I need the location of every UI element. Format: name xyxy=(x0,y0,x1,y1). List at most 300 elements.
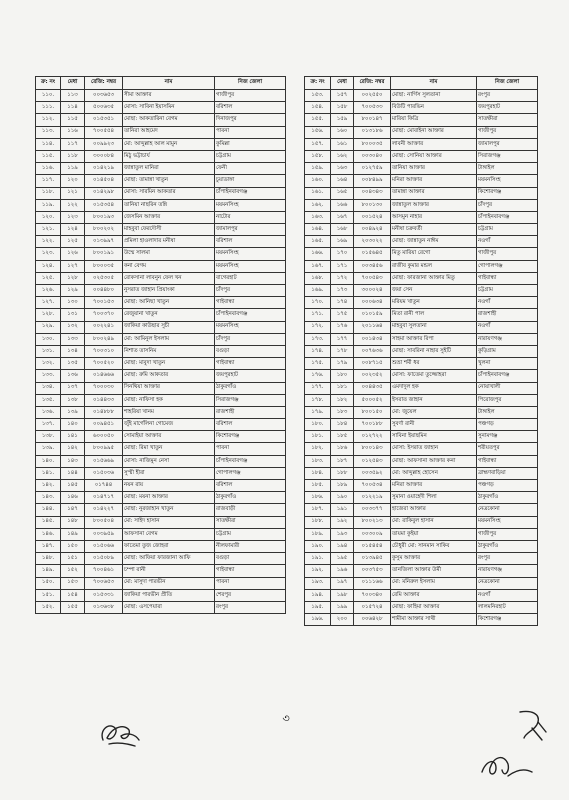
table-row xyxy=(36,419,286,431)
reg-no-cell: ৮০০১৩০ xyxy=(354,199,391,211)
serial-cell: ১৮১. xyxy=(305,431,331,443)
table-row xyxy=(305,382,538,394)
name-cell: সাহমা আক্তার রিপা xyxy=(391,333,477,345)
serial-cell: ১৮০. xyxy=(305,419,331,431)
merit-cell: ১৪৯ xyxy=(61,528,85,540)
serial-cell: ১৪০. xyxy=(36,455,61,467)
name-cell: তানিরা আহমেদ xyxy=(123,126,215,138)
name-cell: মো: সাইদ হাসান xyxy=(123,516,215,528)
reg-no-cell: ০০৩৩৭৭ xyxy=(354,504,391,516)
table-row xyxy=(36,114,286,126)
table-row xyxy=(36,102,286,114)
merit-cell: ১৩০ xyxy=(61,297,85,309)
header-merit: মেধা xyxy=(331,77,354,90)
serial-cell: ১২৮. xyxy=(36,309,61,321)
serial-cell: ১৭৯. xyxy=(305,406,331,418)
district-cell: নীলফামারী xyxy=(215,540,286,552)
reg-no-cell: ৮০০২০২ xyxy=(85,224,123,236)
merit-cell: ১৭০ xyxy=(331,248,354,260)
district-cell: চাঁপাইনবাবগঞ্জ xyxy=(215,309,286,321)
district-cell: দিনাজপুর xyxy=(215,114,286,126)
table-row xyxy=(305,163,538,175)
header-reg-no: রেজি: নম্বর xyxy=(354,77,391,90)
merit-cell: ২০০ xyxy=(331,614,354,626)
district-cell: ময়মনসিংহ xyxy=(215,248,286,260)
serial-cell: ১৬৮. xyxy=(305,272,331,284)
name-cell: তামান্না আক্তার xyxy=(391,187,477,199)
table-row xyxy=(305,150,538,162)
table-row xyxy=(305,309,538,321)
reg-no-cell: ০১৪৫০৪ xyxy=(85,175,123,187)
table-row xyxy=(36,211,286,223)
name-cell: মোসা: সাবিনা ইয়াসমিন xyxy=(123,102,215,114)
table-row xyxy=(36,199,286,211)
table-row xyxy=(305,175,538,187)
serial-cell: ১৪৮. xyxy=(36,553,61,565)
table-row xyxy=(305,199,538,211)
serial-cell: ১৭২. xyxy=(305,321,331,333)
serial-cell: ১১০. xyxy=(36,90,61,102)
name-cell: সুমানা ওয়াহেদী শিলা xyxy=(391,492,477,504)
district-cell: গাইবান্ধা xyxy=(215,565,286,577)
serial-cell: ১২৯. xyxy=(36,321,61,333)
serial-cell: ১৬৬. xyxy=(305,248,331,260)
district-cell: রংপুর xyxy=(477,90,538,102)
header-serial: ক্র: নং xyxy=(305,77,331,90)
merit-cell: ১৯০ xyxy=(331,492,354,504)
name-cell: জান্নাতুল আক্তার xyxy=(391,199,477,211)
district-cell: গাইবান্ধা xyxy=(477,272,538,284)
left-merit-table xyxy=(35,76,286,614)
reg-no-cell: ৮০০১৪৩ xyxy=(354,443,391,455)
name-cell: মোছা: আফসানা আক্তার কনা xyxy=(391,455,477,467)
name-cell: শুভ্রা শর্মী ধর xyxy=(391,358,477,370)
reg-no-cell: ০১২৫৪৩ xyxy=(354,455,391,467)
serial-cell: ১১১. xyxy=(36,102,61,114)
table-row xyxy=(305,516,538,528)
name-cell: সাবিনা ইয়াছমিন xyxy=(391,431,477,443)
signature-mark-right xyxy=(512,704,552,744)
table-row xyxy=(36,467,286,479)
reg-no-cell: ০০১৪৩৪ xyxy=(354,333,391,345)
district-cell: চট্টগ্রাম xyxy=(215,528,286,540)
reg-no-cell: ৩০০০৮৪ xyxy=(85,150,123,162)
name-cell: মাহবুবা ফেরদৌসী xyxy=(123,224,215,236)
name-cell: মোছা: ফারজানা আক্তার মিতু xyxy=(391,272,477,284)
merit-cell: ১৮৬ xyxy=(331,443,354,455)
merit-cell: ১২১ xyxy=(61,187,85,199)
name-cell: মোছা: মোবাইনা আক্তার xyxy=(391,126,477,138)
district-cell: বরিশাল xyxy=(215,236,286,248)
name-cell: শামীমা আক্তার সাথী xyxy=(391,614,477,626)
district-cell: ব্রাহ্মণবাড়িয়া xyxy=(477,467,538,479)
table-row xyxy=(305,443,538,455)
merit-cell: ১৭৮ xyxy=(331,345,354,357)
table-header-row xyxy=(305,77,538,90)
table-row xyxy=(36,309,286,321)
table-row xyxy=(36,553,286,565)
serial-cell: ১৫৯. xyxy=(305,163,331,175)
table-header-row xyxy=(36,77,286,90)
name-cell: মোছা: নাফিসা হক xyxy=(123,394,215,406)
reg-no-cell: ০১৪৮৮৮ xyxy=(85,406,123,418)
table-row xyxy=(305,260,538,272)
reg-no-cell: ০০৩৭৫৩ xyxy=(354,565,391,577)
merit-cell: ১৬৭ xyxy=(331,211,354,223)
reg-no-cell: ০১৫০৮৯ xyxy=(85,553,123,565)
reg-no-cell: ০০৩৯৫৯ xyxy=(85,528,123,540)
district-cell: লালমনিরহাট xyxy=(477,601,538,613)
header-name: নাম xyxy=(123,77,215,90)
reg-no-cell: ০০৮৭১৫ xyxy=(354,358,391,370)
reg-no-cell: ৮০০৫০৪ xyxy=(85,516,123,528)
signature-left xyxy=(95,716,145,752)
reg-no-cell: ৮০০০৩৫ xyxy=(354,138,391,150)
serial-cell: ১৪১. xyxy=(36,467,61,479)
reg-no-cell: ০১৩১৮৬ xyxy=(354,126,391,138)
district-cell: ময়মনসিংহ xyxy=(477,516,538,528)
reg-no-cell: ৬০০০৫০ xyxy=(85,431,123,443)
name-cell: তানজিলা আক্তার উর্মী xyxy=(391,565,477,577)
name-cell: শাহরিয়া খানম xyxy=(123,406,215,418)
serial-cell: ১৭৭. xyxy=(305,382,331,394)
table-row xyxy=(305,577,538,589)
name-cell: লাবনী আক্তার xyxy=(391,138,477,150)
name-cell: সীমা আক্তার xyxy=(123,90,215,102)
district-cell: চাঁপাইনবাবগঞ্জ xyxy=(215,187,286,199)
reg-no-cell: ৮০০১৯১ xyxy=(85,248,123,260)
reg-no-cell: ৮০০১৪৭ xyxy=(354,114,391,126)
merit-cell: ১৭৯ xyxy=(331,358,354,370)
serial-cell: ১৬৪. xyxy=(305,224,331,236)
merit-cell: ১২৩ xyxy=(61,211,85,223)
district-cell: সাতক্ষীরা xyxy=(477,114,538,126)
serial-cell: ১৮৪. xyxy=(305,467,331,479)
table-row xyxy=(305,553,538,565)
table-row xyxy=(36,480,286,492)
district-cell: গোপালগঞ্জ xyxy=(477,260,538,272)
reg-no-cell: ৫০০৬৩৫ xyxy=(85,102,123,114)
serial-cell: ১৮৩. xyxy=(305,455,331,467)
name-cell: জান্নাতুল মানিরা xyxy=(123,163,215,175)
merit-cell: ১৬৮ xyxy=(331,224,354,236)
reg-no-cell: ২০৩০২২ xyxy=(354,236,391,248)
reg-no-cell: ০০৪৯২৪ xyxy=(354,224,391,236)
serial-cell: ১২১. xyxy=(36,224,61,236)
table-row xyxy=(36,333,286,345)
table-row xyxy=(36,443,286,455)
merit-cell: ১৩১ xyxy=(61,309,85,321)
serial-cell: ১৪৪. xyxy=(36,504,61,516)
header-name: নাম xyxy=(391,77,477,90)
table-row xyxy=(36,455,286,467)
serial-cell: ১৯৬. xyxy=(305,614,331,626)
reg-no-cell: ৭০০৩৭০ xyxy=(85,309,123,321)
district-cell: নেত্রকোনা xyxy=(477,577,538,589)
merit-cell: ১১৫ xyxy=(61,114,85,126)
district-cell: চুয়াডাঙ্গা xyxy=(215,175,286,187)
table-row xyxy=(305,126,538,138)
serial-cell: ১৯১. xyxy=(305,553,331,565)
name-cell: মোসা: নাজিমুন নেসা xyxy=(123,455,215,467)
table-row xyxy=(36,248,286,260)
merit-cell: ১২৫ xyxy=(61,236,85,248)
reg-no-cell: ০১৫৬৬৯ xyxy=(85,455,123,467)
merit-cell: ১৩৯ xyxy=(61,406,85,418)
name-cell: মোছা: নুরজাহান খাতুন xyxy=(123,504,215,516)
district-cell: সাতক্ষীরা xyxy=(215,516,286,528)
reg-no-cell: ০০৪৪৩৫ xyxy=(354,382,391,394)
table-row xyxy=(36,297,286,309)
district-cell: বাগেরহাট xyxy=(215,272,286,284)
name-cell: কনা বেগম xyxy=(123,260,215,272)
name-cell: মোছা: ময়না আক্তার xyxy=(123,492,215,504)
merit-cell: ১২৬ xyxy=(61,248,85,260)
district-cell: গাইবান্ধা xyxy=(215,358,286,370)
serial-cell: ১২৭. xyxy=(36,297,61,309)
district-cell: গাইবান্ধা xyxy=(215,297,286,309)
name-cell: প্রমিলা হাওলাদার মনীষা xyxy=(123,236,215,248)
page-number: ৩ xyxy=(280,711,292,726)
serial-cell: ১৩৬. xyxy=(36,406,61,418)
serial-cell: ১৬৭. xyxy=(305,260,331,272)
merit-cell: ১৪০ xyxy=(61,419,85,431)
merit-cell: ১৯১ xyxy=(331,504,354,516)
serial-cell: ১১৪. xyxy=(36,138,61,150)
table-row xyxy=(36,345,286,357)
merit-cell: ১১৮ xyxy=(61,150,85,162)
district-cell: নারায়ণগঞ্জ xyxy=(477,565,538,577)
name-cell: নয়ন রায় xyxy=(123,480,215,492)
merit-cell: ১৪৬ xyxy=(61,492,85,504)
name-cell: মো: রাকিবুল হাসান xyxy=(391,516,477,528)
district-cell: পাবনা xyxy=(215,126,286,138)
district-cell: চট্টগ্রাম xyxy=(477,224,538,236)
district-cell: কিশোরগঞ্জ xyxy=(477,187,538,199)
district-cell: খুলনা xyxy=(477,358,538,370)
merit-cell: ১৭৬ xyxy=(331,321,354,333)
serial-cell: ১৭১. xyxy=(305,309,331,321)
serial-cell: ১৬৩. xyxy=(305,211,331,223)
serial-cell: ১৮৮. xyxy=(305,516,331,528)
district-cell: চাঁপাইনবাবগঞ্জ xyxy=(477,370,538,382)
reg-no-cell: ৮০০১৯৩ xyxy=(85,211,123,223)
reg-no-cell: ৮০০২৪৯ xyxy=(85,333,123,345)
district-cell: ঠাকুরগাঁও xyxy=(215,492,286,504)
reg-no-cell: ৭০০৫২০ xyxy=(85,358,123,370)
reg-no-cell: ০০১৫২৪ xyxy=(354,211,391,223)
reg-no-cell: ৮০০০৩৫ xyxy=(85,260,123,272)
reg-no-cell: ২০১১৬৪ xyxy=(354,321,391,333)
name-cell: মোছা: রিমা খাতুন xyxy=(123,443,215,455)
serial-cell: ১২৬. xyxy=(36,285,61,297)
name-cell: তানিয়া আক্তার xyxy=(391,163,477,175)
name-cell: জাকিয়া কাউছার সুচী xyxy=(123,321,215,333)
merit-cell: ১৮৮ xyxy=(331,467,354,479)
district-cell: সিরাজগঞ্জ xyxy=(477,150,538,162)
merit-cell: ১২২ xyxy=(61,199,85,211)
reg-no-cell: ০০৯৪৫১ xyxy=(85,419,123,431)
reg-no-cell: ০০৪৩৪৩ xyxy=(354,187,391,199)
reg-no-cell: ০১২৭২২ xyxy=(354,431,391,443)
serial-cell: ১৩২. xyxy=(36,358,61,370)
district-cell: ঠাকুরগাঁও xyxy=(477,540,538,552)
district-cell: রংপুর xyxy=(477,553,538,565)
serial-cell: ১৮৬. xyxy=(305,492,331,504)
table-row xyxy=(305,480,538,492)
merit-cell: ১৯২ xyxy=(331,516,354,528)
serial-cell: ১৫২. xyxy=(36,601,61,613)
district-cell: পাবনা xyxy=(215,443,286,455)
table-row xyxy=(305,504,538,516)
table-row xyxy=(305,345,538,357)
table-row xyxy=(305,614,538,626)
name-cell: রেমি আক্তার xyxy=(391,589,477,601)
serial-cell: ১২৫. xyxy=(36,272,61,284)
serial-cell: ১১৮. xyxy=(36,187,61,199)
serial-cell: ১১২. xyxy=(36,114,61,126)
merit-cell: ১৭৪ xyxy=(331,297,354,309)
name-cell: চম্পা রানী xyxy=(123,565,215,577)
district-cell: ফেনী xyxy=(215,163,286,175)
serial-cell: ১৩৯. xyxy=(36,443,61,455)
serial-cell: ১৩১. xyxy=(36,345,61,357)
district-cell: সুনামগঞ্জ xyxy=(477,431,538,443)
reg-no-cell: ৭০০৫৩৩ xyxy=(354,102,391,114)
district-cell: নোয়াখালী xyxy=(477,382,538,394)
reg-no-cell: ৭০০৫৩৪ xyxy=(354,480,391,492)
merit-cell: ১৮৭ xyxy=(331,455,354,467)
district-cell: বরিশাল xyxy=(215,480,286,492)
district-cell: গোপালগঞ্জ xyxy=(215,467,286,479)
reg-no-cell: ৩০০০২৪ xyxy=(354,285,391,297)
header-district: নিজ জেলা xyxy=(477,77,538,90)
table-row xyxy=(305,224,538,236)
merit-cell: ১২৪ xyxy=(61,224,85,236)
reg-no-cell: ০১২৭৫৯ xyxy=(354,163,391,175)
merit-cell: ১৭৩ xyxy=(331,285,354,297)
name-cell: আফসানা বেগম xyxy=(123,528,215,540)
reg-no-cell: ৭০০৩৪০ xyxy=(354,589,391,601)
reg-no-cell: ৭০০০৩০ xyxy=(85,382,123,394)
district-cell: রংপুর xyxy=(215,601,286,613)
district-cell: পিরোজপুর xyxy=(477,394,538,406)
merit-cell: ১৩৫ xyxy=(61,358,85,370)
serial-cell: ১৬৫. xyxy=(305,236,331,248)
name-cell: হাজেরা আক্তার xyxy=(391,504,477,516)
right-merit-table xyxy=(304,76,538,626)
serial-cell: ১৫০. xyxy=(36,577,61,589)
serial-cell: ১৫৩. xyxy=(305,90,331,102)
table-row xyxy=(36,285,286,297)
reg-no-cell: ০০৬৪২৮ xyxy=(354,614,391,626)
name-cell: সুবর্ণা রানী xyxy=(391,419,477,431)
reg-no-cell: ৮০০১৫০ xyxy=(354,406,391,418)
district-cell: চাঁপাইনবাবগঞ্জ xyxy=(477,211,538,223)
name-cell: জুঁই মার্গেলিনা গোমেজ xyxy=(123,419,215,431)
serial-cell: ১৩৩. xyxy=(36,370,61,382)
reg-no-cell: ০১৭৪৪ xyxy=(85,480,123,492)
merit-cell: ১৬১ xyxy=(331,138,354,150)
reg-no-cell: ০১৫৩৫৪ xyxy=(85,199,123,211)
serial-cell: ১৫৮. xyxy=(305,150,331,162)
district-cell: শেরপুর xyxy=(215,589,286,601)
district-cell: পাবনা xyxy=(215,577,286,589)
name-cell: মোছা: এসপেয়ারা xyxy=(123,601,215,613)
name-cell: উম্মে সালমা xyxy=(123,248,215,260)
district-cell: নওগাঁ xyxy=(477,589,538,601)
merit-cell: ১৯৬ xyxy=(331,565,354,577)
district-cell: টাঙ্গাইল xyxy=(477,163,538,175)
reg-no-cell: ০১৫৬৪৫ xyxy=(354,248,391,260)
serial-cell: ১৮২. xyxy=(305,443,331,455)
district-cell: গাজীপুর xyxy=(215,90,286,102)
reg-no-cell: ০০৩৪৫৬ xyxy=(354,260,391,272)
serial-cell: ১৫৭. xyxy=(305,138,331,150)
name-cell: সুস্মী হীরা xyxy=(123,467,215,479)
table-row xyxy=(305,455,538,467)
reg-no-cell: ০০৭৬৩৬ xyxy=(354,345,391,357)
merit-cell: ১৫০ xyxy=(61,540,85,552)
name-cell: তায়মা কুইয়া xyxy=(391,528,477,540)
name-cell: মোছা: আকতারিনা বেগম xyxy=(123,114,215,126)
reg-no-cell: ৮০০৯৯৫ xyxy=(85,443,123,455)
name-cell: জেসমিন আক্তার xyxy=(123,211,215,223)
serial-cell: ১২২. xyxy=(36,236,61,248)
reg-no-cell: ০১৪২১৯ xyxy=(85,163,123,175)
table-row xyxy=(305,285,538,297)
table-row xyxy=(305,528,538,540)
district-cell: চট্টগ্রাম xyxy=(215,150,286,162)
reg-no-cell: ০১৪৭১৭ xyxy=(85,492,123,504)
merit-cell: ১৬৫ xyxy=(331,187,354,199)
reg-no-cell: ০০৩০৪০ xyxy=(354,150,391,162)
table-row xyxy=(305,589,538,601)
serial-cell: ১১৯. xyxy=(36,199,61,211)
merit-cell: ১৬৪ xyxy=(331,175,354,187)
table-row xyxy=(36,370,286,382)
merit-cell: ১৭৫ xyxy=(331,309,354,321)
name-cell: মোছা: জান্নাতুন নাঈম xyxy=(391,236,477,248)
reg-no-cell: ০০২২৪১ xyxy=(85,321,123,333)
header-reg-no: রেজি: নম্বর xyxy=(85,77,123,90)
merit-cell: ১৯৭ xyxy=(331,577,354,589)
serial-cell: ১১৬. xyxy=(36,163,61,175)
name-cell: এমদাদুল হক xyxy=(391,382,477,394)
serial-cell: ১৬০. xyxy=(305,175,331,187)
name-cell: মরিয়ম খাতুন xyxy=(391,297,477,309)
name-cell: মো: মনিরুল ইসলাম xyxy=(391,577,477,589)
table-row xyxy=(36,589,286,601)
serial-cell: ১২৩. xyxy=(36,248,61,260)
name-cell: মোছা: ফাহিমা আক্তার xyxy=(391,601,477,613)
merit-cell: ১৯৫ xyxy=(331,553,354,565)
serial-cell: ১৯০. xyxy=(305,540,331,552)
merit-cell: ১৪৪ xyxy=(61,467,85,479)
name-cell: মোছা: আফিয়া ফারজানা আফি xyxy=(123,553,215,565)
district-cell: টাঙ্গাইল xyxy=(477,406,538,418)
table-row xyxy=(36,540,286,552)
merit-cell: ১১৭ xyxy=(61,138,85,150)
table-row xyxy=(305,102,538,114)
reg-no-cell: ০০২৫৫০ xyxy=(354,90,391,102)
name-cell: মোসা: ফাতেমা তুজ্জোহরা xyxy=(391,370,477,382)
serial-cell: ১৩৮. xyxy=(36,431,61,443)
district-cell: শরীয়তপুর xyxy=(477,443,538,455)
signature-right xyxy=(478,742,542,790)
table-row xyxy=(36,321,286,333)
merit-cell: ১১৬ xyxy=(61,126,85,138)
